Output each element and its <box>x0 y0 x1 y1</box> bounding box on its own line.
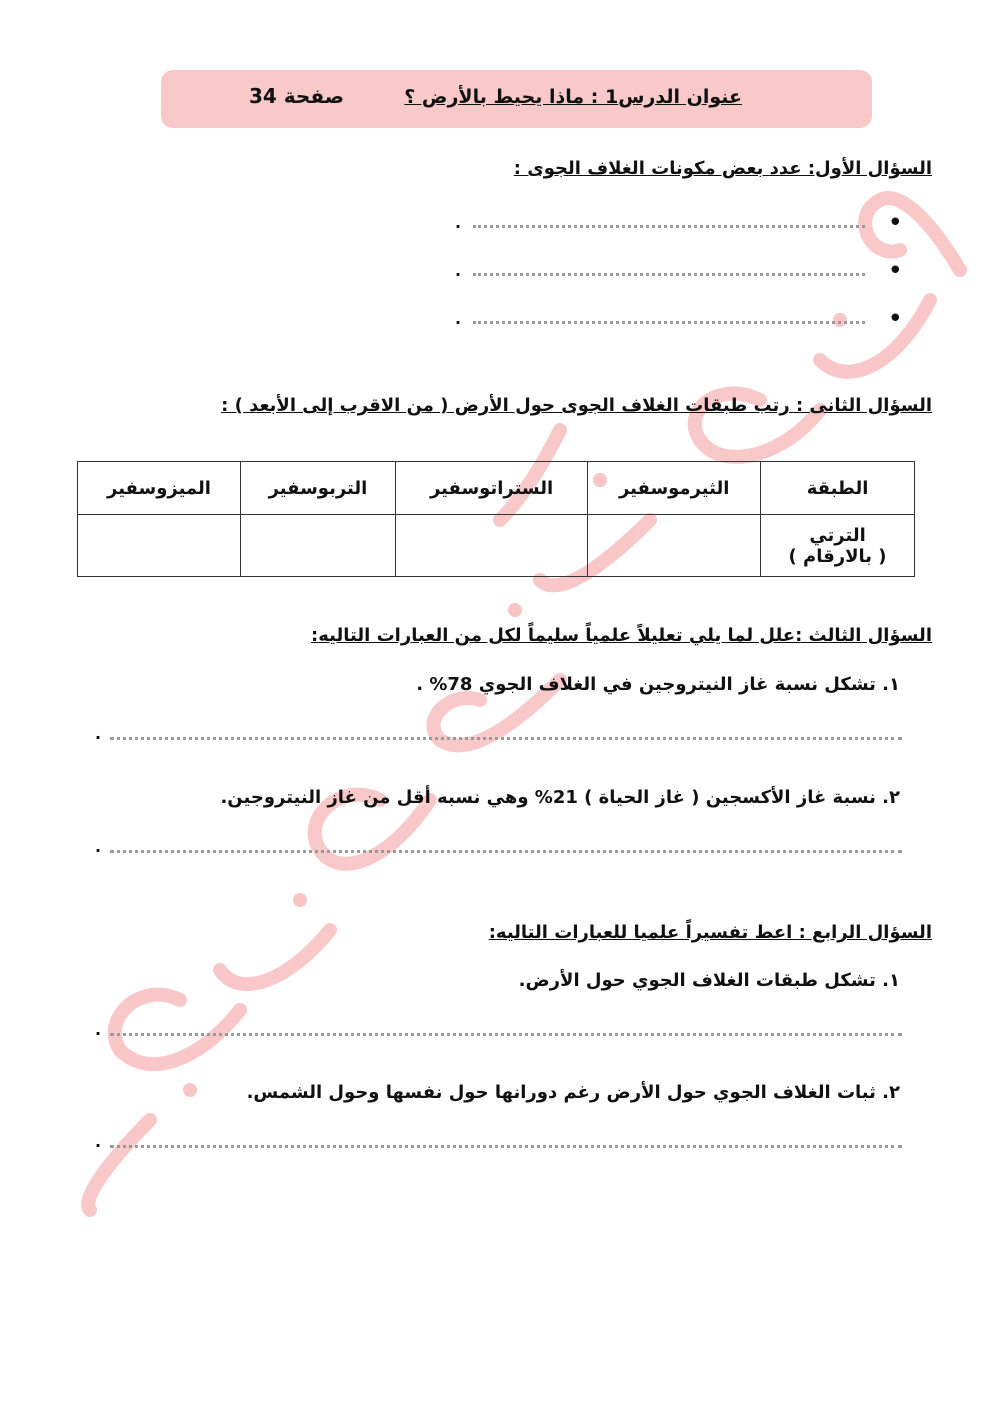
question-1-heading: السؤال الأول: عدد بعض مكونات الغلاف الجوى : <box>513 158 932 179</box>
order-label-line1: الترتي <box>809 524 866 546</box>
layer-cell-thermosphere: الثيرموسفير <box>588 462 761 515</box>
question-3-heading: السؤال الثالث :علل لما يلي تعليلاً علمياً سليماً لكل من العبارات التاليه: <box>311 625 932 646</box>
order-input-cell[interactable] <box>240 515 395 577</box>
answer-line[interactable] <box>110 850 902 853</box>
layer-cell-stratosphere: الستراتوسفير <box>395 462 587 515</box>
question-4-heading: السؤال الرابع : اعط تفسيراً علميا للعبارات التاليه: <box>488 922 932 943</box>
q4-statement-2: ٢. ثبات الغلاف الجوي حول الأرض رغم دورانها حول نفسها وحول الشمس. <box>246 1082 900 1103</box>
q1-answer-row <box>455 304 905 334</box>
line-end-dot: . <box>95 724 102 743</box>
bullet-icon: • <box>887 208 903 238</box>
answer-line[interactable] <box>110 737 902 740</box>
bullet-icon: • <box>887 304 903 334</box>
line-end-dot: . <box>95 1020 102 1039</box>
line-end-dot: . <box>455 309 462 328</box>
page-number: صفحة 34 <box>249 84 345 108</box>
answer-line[interactable] <box>110 1145 902 1148</box>
q3-statement-2: ٢. نسبة غاز الأكسجين ( غاز الحياة ) 21% وهي نسبه أقل من غاز النيتروجين. <box>220 787 900 808</box>
answer-line[interactable] <box>473 273 865 276</box>
answer-line[interactable] <box>473 225 865 228</box>
order-input-cell[interactable] <box>588 515 761 577</box>
q4-statement-1: ١. تشكل طبقات الغلاف الجوي حول الأرض. <box>518 970 900 991</box>
bullet-icon: • <box>887 256 903 286</box>
layer-header-cell: الطبقة <box>761 462 915 515</box>
q1-answer-row <box>455 208 905 238</box>
layer-cell-troposphere: التربوسفير <box>240 462 395 515</box>
layer-cell-mesosphere: الميزوسفير <box>78 462 241 515</box>
order-input-cell[interactable] <box>78 515 241 577</box>
table-order-row <box>78 515 915 577</box>
line-end-dot: . <box>455 261 462 280</box>
order-input-cell[interactable] <box>395 515 587 577</box>
q3-statement-1: ١. تشكل نسبة غاز النيتروجين في الغلاف الجوي 78% . <box>416 674 900 695</box>
line-end-dot: . <box>95 1132 102 1151</box>
line-end-dot: . <box>455 213 462 232</box>
order-label-cell <box>761 515 915 577</box>
q1-answer-row <box>455 256 905 286</box>
table-header-row <box>78 462 915 515</box>
lesson-header <box>161 70 872 128</box>
line-end-dot: . <box>95 837 102 856</box>
order-label-line2: ( بالارقام ) <box>788 545 887 567</box>
answer-line[interactable] <box>473 321 865 324</box>
layers-order-table <box>77 461 915 577</box>
answer-line[interactable] <box>110 1033 902 1036</box>
question-2-heading: السؤال الثانى : رتب طبقات الغلاف الجوى حول الأرض ( من الاقرب إلى الأبعد ) : <box>221 395 932 416</box>
lesson-title: عنوان الدرس1 : ماذا يحيط بالأرض ؟ <box>404 86 742 108</box>
